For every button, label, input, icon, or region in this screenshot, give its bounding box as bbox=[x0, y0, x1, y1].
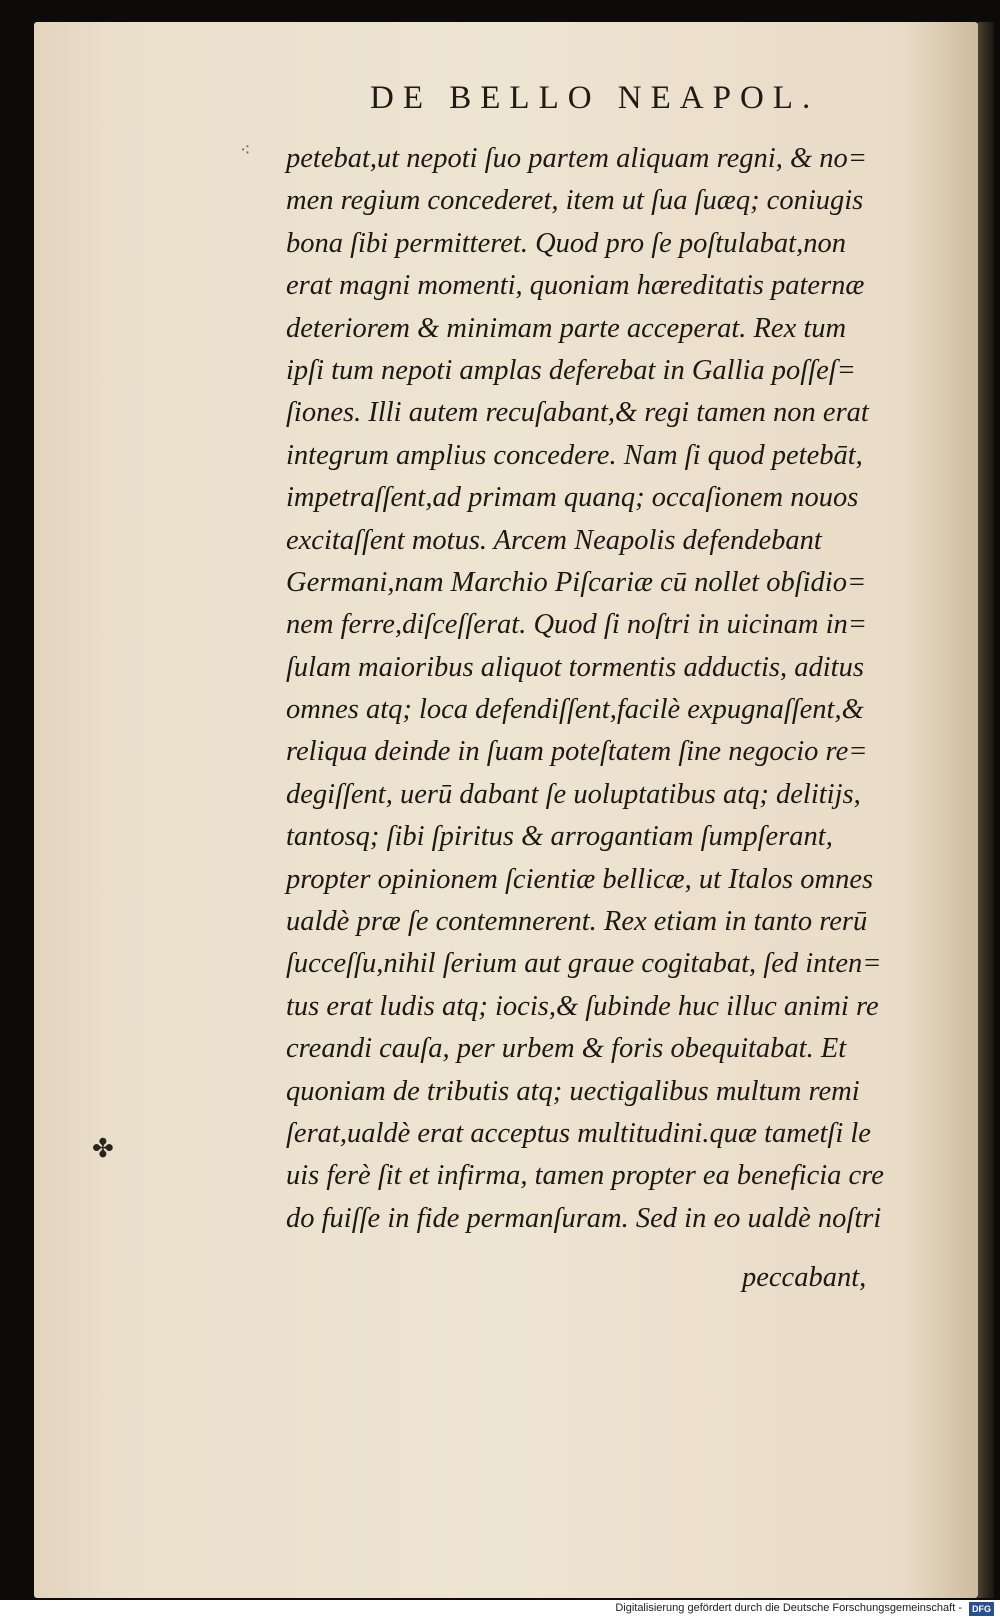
text-line: degiſſent, uerū dabant ſe uoluptatibus atq; delitijs, bbox=[286, 778, 861, 810]
text-line: ſulam maioribus aliquot tormentis adductis, aditus bbox=[286, 651, 864, 683]
text-line: ſiones. Illi autem recuſabant,& regi tamen non erat bbox=[286, 397, 869, 429]
text-line: ualdè præ ſe contemnerent. Rex etiam in tanto rerū bbox=[286, 906, 868, 938]
text-line: deteriorem & minimam parte acceperat. Rex tum bbox=[286, 312, 847, 344]
text-line: excitaſſent motus. Arcem Neapolis defendebant bbox=[286, 524, 822, 556]
text-line: uis ferè ſit et infirma, tamen propter ea beneficia cre bbox=[286, 1160, 884, 1192]
text-line: integrum amplius concedere. Nam ſi quod petebāt, bbox=[286, 439, 863, 471]
text-line: omnes atq; loca defendiſſent,facilè expugnaſſent,& bbox=[286, 694, 864, 726]
text-line: reliqua deinde in ſuam poteſtatem ſine negocio re= bbox=[286, 736, 868, 768]
text-block bbox=[286, 138, 936, 1240]
margin-ornament: ✤ bbox=[92, 1134, 114, 1163]
text-line: impetraſſent,ad primam quanq; occaſionem nouos bbox=[286, 482, 859, 514]
margin-mark-top: ⁖ bbox=[240, 140, 251, 160]
text-line: bona ſibi permitteret. Quod pro ſe poſtulabat,non bbox=[286, 227, 846, 259]
catchword: peccabant, bbox=[742, 1262, 867, 1293]
text-line: ſerat,ualdè erat acceptus multitudini.quæ tametſi le bbox=[286, 1117, 871, 1149]
text-line: tus erat ludis atq; iocis,& ſubinde huc illuc animi re bbox=[286, 990, 879, 1022]
text-line: men regium concederet, item ut ſua ſuæq; coniugis bbox=[286, 185, 864, 217]
page-edge-shadow bbox=[978, 22, 994, 1598]
text-line: erat magni momenti, quoniam hæreditatis paternæ bbox=[286, 270, 865, 302]
text-line: quoniam de tributis atq; uectigalibus multum remi bbox=[286, 1075, 860, 1107]
text-line: creandi cauſa, per urbem & foris obequitabat. Et bbox=[286, 1033, 847, 1065]
text-line: tantosq; ſibi ſpiritus & arrogantiam ſumpſerant, bbox=[286, 821, 833, 853]
text-line: propter opinionem ſcientiæ bellicæ, ut Italos omnes bbox=[286, 863, 874, 895]
text-line: nem ferre,diſceſſerat. Quod ſi noſtri in uicinam in= bbox=[286, 609, 867, 641]
dfg-logo: DFG bbox=[969, 1602, 994, 1616]
text-line: ſucceſſu,nihil ſerium aut graue cogitabat, ſed inten= bbox=[286, 948, 882, 980]
text-line: petebat,ut nepoti ſuo partem aliquam regni, & no= bbox=[286, 143, 867, 174]
text-line: Germani,nam Marchio Piſcariæ cū nollet obſidio= bbox=[286, 566, 867, 598]
text-line: ipſi tum nepoti amplas deferebat in Gallia poſſeſ= bbox=[286, 354, 856, 386]
running-head: DE BELLO NEAPOL. bbox=[370, 80, 820, 116]
funding-notice: Digitalisierung gefördert durch die Deutsche Forschungsgemeinschaft - bbox=[615, 1602, 962, 1614]
text-line: do fuiſſe in fide permanſuram. Sed in eo ualdè noſtri bbox=[286, 1202, 882, 1234]
